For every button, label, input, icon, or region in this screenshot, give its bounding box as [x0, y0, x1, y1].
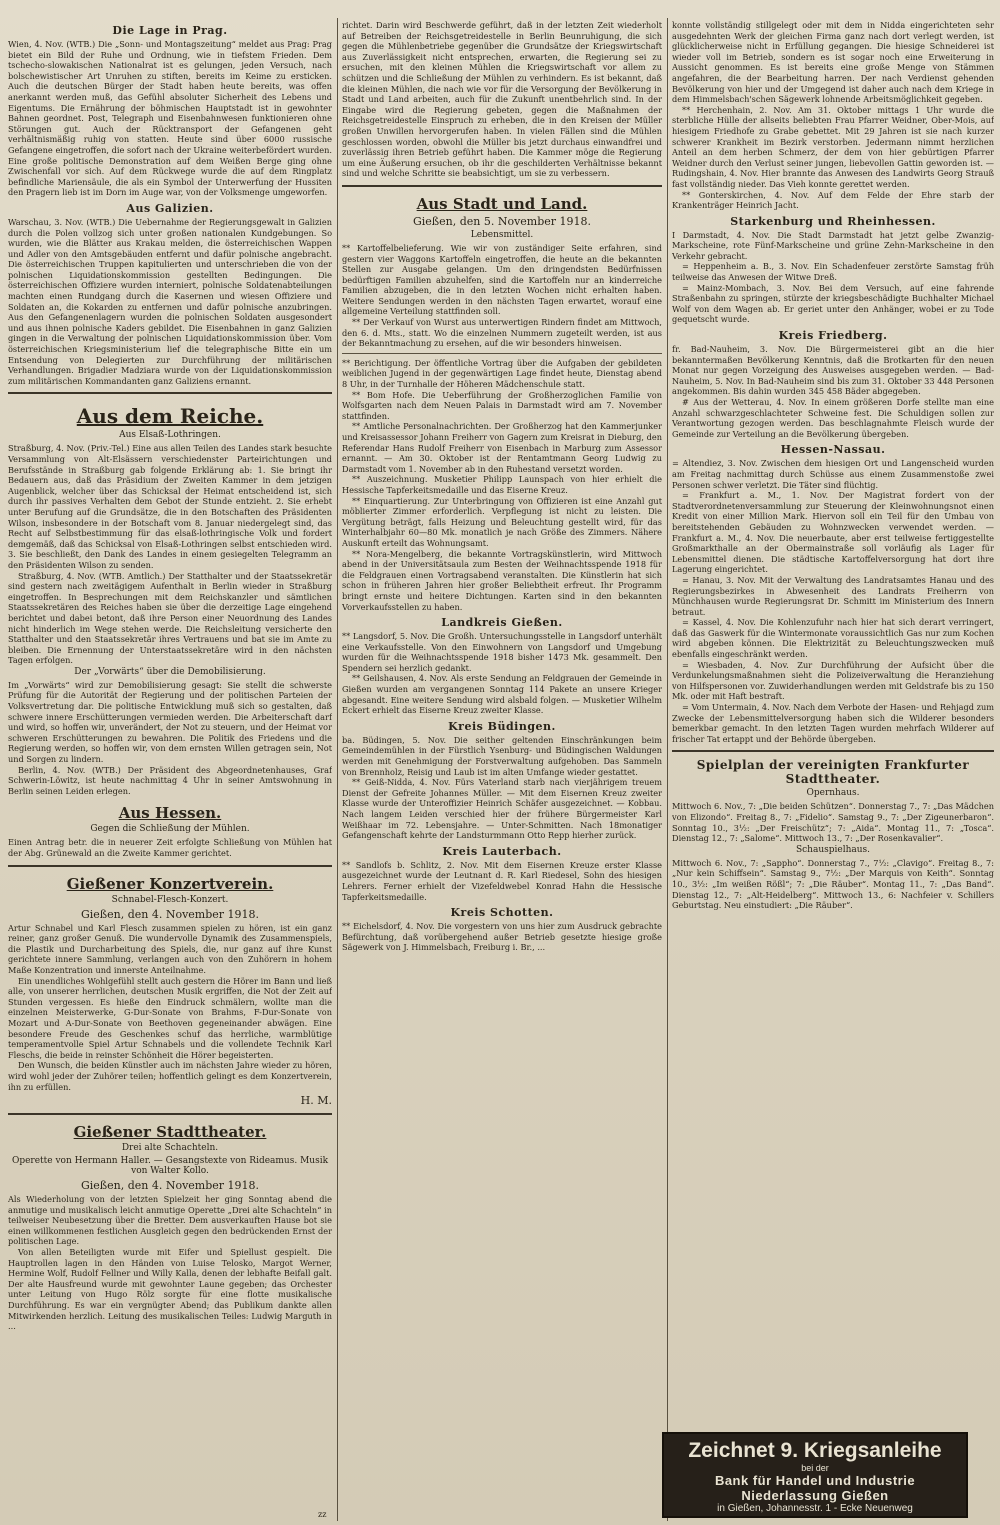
article-heppenheim: = Heppenheim a. B., 3. Nov. Ein Schadenfeuer zerstörte Samstag früh teilweise das Anwesen der Witwe Dreß. — [672, 261, 994, 283]
ad-address: in Gießen, Johannesstr. 1 - Ecke Neuenweg — [717, 1503, 913, 1514]
subheading-theater: Drei alte Schachteln. — [121, 1143, 219, 1154]
article-konzert-3: Den Wunsch, die beiden Künstler auch im nächsten Jahre wieder zu hören, wird wohl jeder der Zuhörer teilen; hoffentlich gelingt es dem Konzertverein, ihn zu erfüllen. — [8, 1060, 332, 1092]
ad-headline: Zeichnet 9. Kriegsanleihe — [688, 1439, 942, 1462]
article-galizien: Warschau, 3. Nov. (WTB.) Die Uebernahme der Regierungsgewalt in Galizien durch die Polen vollzog sich unter großen nationalen Kundgebungen. So wurden, wie die Blätter aus Krakau melden, die österreichischen Wappen und Adler von den Amtsgebäuden entfernt und dafür polnische angebracht. Die österreichischen Truppen kapitulierten und unterschrieben die von der polnischen Liquidationskommission gestellten Bedingungen. Die österreichischen Offiziere wurden interniert, polnische Soldatenabteilungen machten einen Rundgang durch die Kasernen und wiesen Offiziere und Soldaten an, die Kokarden zu entfernen und dafür polnische anzubringen. Aus den Gefangenenlagern wurden die polnischen Soldaten ausgesondert und aus ihnen polnische Kaders gebildet. Die Eisenbahnen in ganz Galizien gingen in die Verwaltung der polnischen Liquidationskommission über. Vom österreichischen Kriegsministerium lief die telegraphische Bitte ein um Entsendung von Delegierten zur Durchführung der militärischen Verhandlungen. Brigadier Madziara wurde von der Liquidationskommission zum militärischen Kommandanten ganz Galiziens ernannt. — [8, 216, 332, 386]
separator — [8, 865, 332, 867]
article-herchenhain: ** Herchenhain, 2. Nov. Am 31. Oktober mittags 1 Uhr wurde die sterbliche Hülle der allseits beliebten Frau Pfarrer Weidner, Ober-Mois, auf hiesigem Friedhofe zu Grabe gebettet. Mit 29 Jahren ist sie nach kurzer schwerer Krankheit im Bezirk verstorben. Jedermann nimmt herzlichen Anteil an dem herben Schmerz, der dem von hier gebürtigen Pfarrer Weidner durch den Verlust seiner jungen, liebevollen Gattin geworden ist. — Rudingshain, 4. Nov. Hier brannte das Anwesen des Landwirts Georg Strauß fast vollständig nieder. Das Vieh konnte gerettet werden. — [672, 104, 994, 189]
ad-branch: Niederlassung Gießen — [741, 1488, 889, 1503]
article-konzert-2: Ein unendliches Wohlgefühl stellt auch gestern die Hörer im Bann und ließ alle, von unserer herrlichen, deutschen Musik ergriffen, die Not der Zeit auf Stunden vergessen. Es hieße den Eindruck schmälern, wollte man die einzelnen Meisterwerke, G-Dur-Sonate von Brahms, F-Dur-Sonate von Mozart und A-Dur-Sonate von Beethoven gegeneinander abwägen. Eine besondere Freude des Geschenkes schuf das herrliche, warmblütige temperamentvolle Spiel Artur Schnabels und die vollendete Technik Karl Fleschs, die beide in reinster Schönheit die Hörer begeisterten. — [8, 975, 332, 1060]
article-hanau: = Hanau, 3. Nov. Mit der Verwaltung des Landratsamtes Hanau und des Regierungsbezirkes in Abwesenheit des Landrats Freiherrn von Münchhausen wurde Regierungsrat Dr. Schmitt im Ministerium des Innern betraut. — [672, 574, 994, 617]
article-elsass-1: Straßburg, 4. Nov. (Priv.-Tel.) Eine aus allen Teilen des Landes stark besuchte Versammlung von Alt-Elsässern verschiedenster Parteirichtungen und Berufsstände in Straßburg gab folgende Erklärung ab: 1. Sie bringt ihr Bedauern aus, daß das Präsidium der Zweiten Kammer in dem jetzigen Augenblick, welcher über das Schicksal der Heimat entscheidend ist, sich durch ihr passives Verhalten dem Gebot der Stunde entzieht. 2. Sie erhebt unter Berufung auf die Grundsätze, die in den Botschaften des Präsidenten Wilson, insbesondere in der Botschaft vom 8. Januar niedergelegt sind, das Recht auf Selbstbestimmung für das elsaß-lothringische Volk und fordert demgemäß, daß das Schicksal von Elsaß-Lothringen selbst entschieden wird. 3. Sie beschließt, den Dank des Landes in einem gesiegelten Telegramm an den Präsidenten Wilson zu senden. — [8, 443, 332, 570]
signature-konzert: H. M. — [300, 1094, 332, 1108]
article-vorwaerts: Im „Vorwärts“ wird zur Demobilisierung gesagt: Sie stellt die schwerste Prüfung für die Autorität der Regierung und der politischen Parteien der Volksvertretung dar. Die politische Entwicklung muß sich so gestalten, daß schwere innere Erschütterungen vermieden werden. Die Arbeiterschaft darf und wird, so hoffen wir, unverändert, der Not zu steuern, und der Heimat vor schweren Erschütterungen zu bewahren. Die Politik des Friedens und die Regierung werden, so hoffen wir, von dem ernsten Willen getragen sein, Not und Sorgen zu lindern. — [8, 679, 332, 765]
subheading-schauspielhaus: Schauspielhaus. — [795, 844, 871, 855]
article-berlin: Berlin, 4. Nov. (WTB.) Der Präsident des Abgeordnetenhauses, Graf Schwerin-Löwitz, ist heute nachmittag 4 Uhr in seiner Amtswohnung in Berlin seinen Leiden erlegen. — [8, 764, 332, 796]
dateline-konzert: Gießen, den 4. November 1918. — [80, 907, 260, 921]
article-frankfurt: = Frankfurt a. M., 1. Nov. Der Magistrat fordert von der Stadtverordnetenversammlung zur Steuerung der Kleinwohnungsnot einen Kredit von einer Million Mark. Hiervon soll ein Teil für den Umbau von bereitstehenden Gebäuden zu Wohnzwecken verwendet werden. — Frankfurt a. M., 4. Nov. Die neuerbaute, aber erst teilweise fertiggestellte Großmarkthalle an der Obermainstraße soll vorläufig als Lager für Lebensmittel dienen. Die städtische Kartoffelversorgung hat dort ihre Lagerung eingerichtet. — [672, 490, 994, 575]
subheading-theater-credits: Operette von Hermann Haller. — Gesangstexte von Rideamus. Musik von Walter Kollo. — [11, 1156, 329, 1177]
subheading-konzert: Schnabel-Flesch-Konzert. — [111, 894, 229, 905]
section-heading-buedingen: Kreis Büdingen. — [448, 719, 556, 733]
article-berichtigung: ** Berichtigung. Der öffentliche Vortrag über die Aufgaben der gebildeten weiblichen Jugend in der gegenwärtigen Lage findet heute, Dienstag abend 8 Uhr, in der Turnhalle der Höheren Mädchenschule statt. — [342, 357, 662, 390]
article-wurst: ** Der Verkauf von Wurst aus unterwertigen Rindern findet am Mittwoch, den 6. d. Mts., statt. Wo die einzelnen Nummern zugeteilt werden, ist aus der Bekanntmachung zu ersehen, auf die wir besonders hinweisen. — [342, 317, 662, 349]
section-heading-landkreis-giessen: Landkreis Gießen. — [441, 616, 563, 630]
article-wiesbaden: = Wiesbaden, 4. Nov. Zur Durchführung der Aufsicht über die Verdunkelungsmaßnahmen sieht die Polizeiverwaltung die Heranziehung von Hilfspersonen vor. Zuwiderhandlungen werden mit Geldstrafe bis zu 150 Mk. oder mit Haft bestraft. — [672, 659, 994, 702]
article-lage-prag: Wien, 4. Nov. (WTB.) Die „Sonn- und Montagszeitung“ meldet aus Prag: Prag bietet ein Bild der Ruhe und Ordnung, wie in tiefstem Frieden. Dem tschecho-slowakischen Nationalrat ist es gelungen, jeden Versuch, nach bolschewistischer Art Unruhen zu stiften, bereits im Keime zu ersticken. Auch die deutschen Bürger der Stadt haben heute bereits, was offen anerkannt werden muß, das Gefühl absoluter Sicherheit des Lebens und Eigentums. Die Ernährung der böhmischen Hauptstadt ist in gewohnter Bahnen geordnet. Post, Telegraph und Eisenbahnwesen funktionieren ohne Störungen gut. Auch der Rücktransport der Gefangenen geht verhältnismäßig ruhig von statten. Heute sind über 6000 russische Gefangene eingetroffen, die sofort nach der Ukraine weiterbefördert wurden. Eine große politische Demonstration auf dem Weißen Berge ging ohne Zwischenfall vor sich. Auf dem Rückwege wurde die auf dem Ringplatz befindliche Mariensäule, die als ein Symbol der Unterwerfung der Hussiten den Pragern lieb ist im Dorn im Auge war, von der Volksmenge umgeworfen. — [8, 39, 332, 198]
war-bond-advertisement — [662, 1432, 968, 1518]
column-2 — [342, 20, 662, 1519]
subheading-lebensmittel: Lebensmittel. — [470, 229, 534, 240]
subheading-hessen: Gegen die Schließung der Mühlen. — [90, 824, 250, 835]
section-heading-hessen-nassau: Hessen-Nassau. — [780, 443, 886, 457]
subheading-opernhaus: Opernhaus. — [806, 788, 860, 799]
section-heading-lage-prag: Die Lage in Prag. — [112, 24, 228, 37]
article-theater-1: Als Wiederholung von der letzten Spielzeit her ging Sonntag abend die anmutige und musikalisch leicht anmutige Operette „Drei alte Schachteln“ in teilweiser Neubesetzung über die Bretter. Dem ausverkauften Hause bot sie einen willkommenen festlichen Ausgleich gegen den bedrückenden Ernst der politischen Lage. — [8, 1194, 332, 1247]
ad-connector: bei der — [801, 1463, 829, 1473]
article-auszeichnung: ** Auszeichnung. Musketier Philipp Launspach von hier erhielt die Hessische Tapferkeitsmedaille und das Eiserne Kreuz. — [342, 474, 662, 495]
ad-bank-name: Bank für Handel und Industrie — [714, 1473, 916, 1488]
article-buedingen: ba. Büdingen, 5. Nov. Die seither geltenden Einschränkungen beim Gemeindemühlen in der Fürstlich Ysenburg- und Büdingischen Waldungen werden mit Genehmigung der Forstverwaltung aufgehoben. Das Sammeln von Brennholz, Reisig und Laub ist im alten Umfange wieder gestattet. — [342, 734, 662, 777]
article-gonterskirchen: ** Gonterskirchen, 4. Nov. Auf dem Felde der Ehre starb der Krankenträger Heinrich Jacht. — [672, 189, 994, 211]
section-heading-hessen: Aus Hessen. — [118, 804, 222, 823]
separator — [342, 185, 662, 187]
dateline-stadt: Gießen, den 5. November 1918. — [412, 214, 592, 228]
article-wetterau: # Aus der Wetterau, 4. Nov. In einem größeren Dorfe stellte man eine Anzahl schwarzgeschlachteter Schweine fest. Die Schuldigen sollen zur Verantwortung gezogen werden. Das beschlagnahmte Fleisch wurde der Gemeinde zur Verteilung an die Bevölkerung übergeben. — [672, 397, 994, 439]
article-elsass-2: Straßburg, 4. Nov. (WTB. Amtlich.) Der Statthalter und der Staatssekretär sind gestern nach zweitägigem Aufenthalt in Berlin wieder in Straßburg eingetroffen. In Besprechungen mit dem Reichskanzler und sämtlichen Staatssekretären des Reiches haben sie über die derzeitige Lage eingehend berichtet und dabei betont, daß ihre Person einer Neuordnung des Landes nicht hinderlich im Wege stehen werde. Die Reichsleitung versicherte den Statthalter und den Staatssekretär ihres Vertrauens und bat sie im Amte zu bleiben. Die Ernennung der Unterstaatssekretäre wird in den nächsten Tagen erfolgen. — [8, 570, 332, 666]
section-heading-friedberg: Kreis Friedberg. — [778, 329, 888, 343]
column-rule-1 — [337, 18, 338, 1521]
article-einquartierung: ** Einquartierung. Zur Unterbringung von Offizieren ist eine Anzahl gut möblierter Zimmer erforderlich. Verpflegung ist nicht zu leisten. Die Vergütung beträgt, falls Heizung und Beleuchtung gestellt wird, für das Winterhalbjahr 60—80 Mk. monatlich je nach Größe des Zimmers. Nähere Auskunft erteilt das Wohnungsamt. — [342, 495, 662, 548]
article-schauspielhaus: Mittwoch 6. Nov., 7: „Sappho“. Donnerstag 7., 7½: „Clavigo“. Freitag 8., 7: „Nur kein Schiffsein“. Samstag 9., 7½: „Der Marquis von Keith“. Sonntag 10., 3½: „Im weißen Rößl“; 7: „Die Räuber“. Montag 11., 7: „Das Band“. Dienstag 12., 7: „Alt-Heidelberg“. Mittwoch 13., 6: Nachfeier v. Schillers Geburtstag. Neu einstudiert: „Die Räuber“. — [672, 857, 994, 911]
article-bad-nauheim: fr. Bad-Nauheim, 3. Nov. Die Bürgermeisterei gibt an die hier bekanntermaßen Bevölkerung Kenntnis, daß die Brotkarten für den neuen Monat nur gegen Vorzeigung des Ausweises ausgegeben werden. — Bad-Nauheim, 5. Nov. In Bad-Nauheim sind bis zum 31. Oktober 33 448 Personen angekommen. Bis dahin wurden 345 458 Bäder abgegeben. — [672, 344, 994, 397]
section-heading-stadttheater: Gießener Stadttheater. — [73, 1123, 267, 1142]
article-geiss-nidda: ** Geiß-Nidda, 4. Nov. Fürs Vaterland starb nach vierjährigem treuem Dienst der Gefreite Johannes Müller. — Mit dem Eisernen Kreuz zweiter Klasse wurde der Unteroffizier Heinrich Schäfer ausgezeichnet. — Kobbau. Nach langem Leiden verschied hier der frühere Bürgermeister Karl Weißhaar im 72. Lebensjahre. — Unter-Schmitten. Nach 18monatiger Gefangenschaft kehrte der Landsturmmann Otto Repp hierher zurück. — [342, 777, 662, 841]
separator — [342, 353, 662, 354]
section-heading-lauterbach: Kreis Lauterbach. — [442, 844, 562, 858]
separator — [8, 392, 332, 394]
section-heading-spielplan: Spielplan der vereinigten Frankfurter Stadttheater. — [696, 758, 970, 787]
section-heading-schotten: Kreis Schotten. — [450, 906, 554, 920]
page-marker: zz — [318, 1510, 327, 1519]
column-rule-2 — [667, 18, 668, 1521]
article-muehlen-cont: richtet. Darin wird Beschwerde geführt, daß in der letzten Zeit wiederholt auf Betreiben der Reichsgetreidestelle in Berlin Beunruhigung, die sich gegen die Mühlenbetriebe gegenüber die Grundsätze der Kriegswirtschaft aus Zuverlässigkeit nicht entsprechen, erwarten, die Regierung sei zu ersuchen, mit den kleinen Mühlen die Kriegswirtschaft vor allem zu schützen und die Schließung der Mühlen zu verhindern. Es ist bekannt, daß die kleinen Mühlen, die nach wie vor für die Versorgung der Bevölkerung in Stadt und Land arbeiten, auch für die Zukunft unentbehrlich sind. In der Eingabe wird die Regierung gebeten, gegen die Maßnahmen der Reichsgetreidestelle Einspruch zu erheben, die in den Kreisen der Müller großen Unwillen hervorgerufen haben. In vielen Fällen sind die Mühlen geschlossen worden, obwohl die Müller bis jetzt durchaus einwandfrei und zuverlässig ihren Betrieb geführt haben. Die Kammer möge die Regierung um eine Äußerung ersuchen, ob ihr die geschilderten Verhältnisse bekannt sind und welche Schritte sie beabsichtigt, um sie zu verbessern. — [342, 20, 662, 179]
article-kartoffel: ** Kartoffelbelieferung. Wie wir von zuständiger Seite erfahren, sind gestern vier Waggons Kartoffeln eingetroffen, die heute an die bekannten Stellen zur Ausgabe gelangen. Um den dringendsten Bedürfnissen bedürftigen Familien abzuhelfen, sind die Kartoffeln nur an kinderreiche Familien abzugeben, die in den letzten Wochen nicht erhalten haben. Weitere Sendungen werden in den nächsten Tagen erwartet, worauf eine allgemeine Verteilung stattfinden soll. — [342, 242, 662, 317]
subheading-elsass: Aus Elsaß-Lothringen. — [119, 430, 221, 441]
article-konzert-1: Artur Schnabel und Karl Flesch zusammen spielen zu hören, ist ein ganz reiner, ganz großer Genuß. Die wundervolle Dynamik des Zusammenspiels, die Plastik und Durcharbeitung des Spiels, die, nur ganz auf ihre Kunst gerichtete innere Sammlung, verlangen auch von den Zuhörern in hohem Maße Konzentration und innerste Anteilnahme. — [8, 922, 332, 975]
section-heading-galizien: Aus Galizien. — [126, 201, 214, 215]
dateline-theater: Gießen, den 4. November 1918. — [80, 1179, 260, 1193]
article-hessen: Einen Antrag betr. die in neuerer Zeit erfolgte Schließung von Mühlen hat der Abg. Grünewald an die Zweite Kammer gerichtet. — [8, 837, 332, 858]
article-bom-hofe: ** Bom Hofe. Die Ueberführung der Großherzoglichen Familie von Wolfsgarten nach dem Neuen Palais in Darmstadt wird am 7. November stattfinden. — [342, 389, 662, 421]
article-mainz: = Mainz-Mombach, 3. Nov. Bei dem Versuch, auf eine fahrende Straßenbahn zu springen, stürzte der kriegsbeschädigte Buchhalter Michael Wolf von dem Wagen ab. Er geriet unter den Anhänger, wobei er zu Tode gequetscht wurde. — [672, 282, 994, 325]
separator — [672, 750, 994, 752]
section-heading-stadt-land: Aus Stadt und Land. — [416, 194, 588, 213]
separator — [8, 1113, 332, 1115]
article-theater-2: Von allen Beteiligten wurde mit Eifer und Spiellust gespielt. Die Hauptrollen lagen in den Händen von Luise Telosko, Margot Werner, Hermine Wolf, Rudolf Fellner und Willy Kalla, denen der lebhafte Beifall galt. Der alte Hausfreund wurde mit gewohnter Laune gegeben; das Orchester unter Leitung von Hugo Rölz sorgte für eine flotte musikalische Durchführung. Es war ein vergnügter Abend; das Publikum dankte allen Mitwirkenden herzlich. Leitung des musikalischen Teiles: Ludwig Marguth in ... — [8, 1247, 332, 1332]
article-sandlofs: ** Sandlofs b. Schlitz, 2. Nov. Mit dem Eisernen Kreuze erster Klasse ausgezeichnet wurde der Leutnant d. R. Karl Riedesel, Sohn des hiesigen Lehrers. Ferner erhielt der Vizefeldwebel Konrad Hahn die Hessische Tapferkeitsmedaille. — [342, 859, 662, 902]
article-darmstadt: I Darmstadt, 4. Nov. Die Stadt Darmstadt hat jetzt gelbe Zwanzig-Markscheine, rote Fünf-Markscheine und grüne Zehn-Markscheine in den Verkehr gebracht. — [672, 229, 994, 261]
section-heading-starkenburg: Starkenburg und Rheinhessen. — [730, 214, 936, 228]
column-1 — [8, 20, 332, 1519]
article-opernhaus: Mittwoch 6. Nov., 7: „Die beiden Schützen“. Donnerstag 7., 7: „Das Mädchen von Elizondo“. Freitag 8., 7: „Fidelio“. Samstag 9., 7: „Der Zigeunerbaron“. Sonntag 10., 3½: „Der Freischütz“; 7: „Aida“. Montag 11., 7: „Tosca“. Dienstag 12., 7: „Salome“. Mittwoch 13., 7: „Der Rosenkavalier“. — [672, 801, 994, 844]
article-geilshausen: ** Geilshausen, 4. Nov. Als erste Sendung an Feldgrauen der Gemeinde in Gießen wurden am vergangenen Sonntag 114 Pakete an unsere Krieger abgesandt. Eine weitere Sendung wird alsbald folgen. — Musketier Wilhelm Eckert erhielt das Eiserne Kreuz zweiter Klasse. — [342, 673, 662, 716]
article-eichelsdorf: ** Eichelsdorf, 4. Nov. Die vorgestern von uns hier zum Ausdruck gebrachte Befürchtung, daß vorübergehend außer Betrieb gesetzte hiesige große Sägewerk von J. Himmelsbach, Freiburg i. Br., ... — [342, 921, 662, 953]
article-saegewerk-cont: konnte vollständig stillgelegt oder mit dem in Nidda eingerichteten sehr ausgedehnten Werk der gleichen Firma ganz nach dort verlegt werden, ist glücklicherweise nicht in Erfüllung gegangen. Die hiesige Schneiderei ist wieder voll im Betrieb, sondern es ist sogar noch eine Erweiterung in Aussicht genommen. Es ist bereits eine große Menge von Stämmen angefahren, die der Bearbeitung harren. Der nach Verdienst gehenden Bevölkerung von hier und der Umgegend ist daher auch nach dem Kriege in dem Himmelsbach'schen Sägewerk lohnende Arbeitsmöglichkeit gegeben. — [672, 20, 994, 105]
subheading-vorwaerts: Der „Vorwärts“ über die Demobilisierung. — [74, 666, 266, 677]
section-heading-reiche: Aus dem Reiche. — [76, 404, 264, 429]
article-altendiez: = Altendiez, 3. Nov. Zwischen dem hiesigen Ort und Langenscheid wurden am Freitag nachmittag durch Schüsse aus einem Zusammenstoße zwei Personen schwer verletzt. Die Täter sind flüchtig. — [672, 458, 994, 490]
article-vortrag: ** Nora-Mengelberg, die bekannte Vortragskünstlerin, wird Mittwoch abend in der Universitätsaula zum Besten der Weihnachtsspende 1918 für die Feldgrauen einen Vortragsabend veranstalten. Die Künstlerin hat sich schon in früheren Jahren hier großer Beliebtheit erfreut. Ihr Programm bringt ernste und heitere Dichtungen. Karten sind in den bekannten Vorverkaufsstellen zu haben. — [342, 548, 662, 612]
section-heading-konzertverein: Gießener Konzertverein. — [66, 874, 274, 893]
article-langsdorf: ** Langsdorf, 5. Nov. Die Großh. Untersuchungsstelle in Langsdorf unterhält eine Verkaufsstelle. Von den Einwohnern von Langsdorf und Umgebung wurden für die Weihnachtsspende 1918 bisher 1473 Mk. gesammelt. Den Spendern sei herzlich gedankt. — [342, 631, 662, 673]
article-personal: ** Amtliche Personalnachrichten. Der Großherzog hat den Kammerjunker und Kreisassessor Johann Freiherr von Gagern zum Kreisrat in Dieburg, den Referendar Hans Rudolf Freiherr von Eisenbach in Marburg zum Assessor ernannt. — Am 30. Oktober ist der Rentamtmann Georg Ludwig zu Darmstadt vom 1. November ab in den Ruhestand versetzt worden. — [342, 421, 662, 474]
column-3 — [672, 20, 994, 1425]
article-untermain: = Vom Untermain, 4. Nov. Nach dem Verbote der Hasen- und Rehjagd zum Zwecke der Lebensmittelversorgung haben sich die Wilderer besonders bemerkbar gemacht. In den letzten Tagen wurden mehrfach Wilderer auf frischer Tat ertappt und der Behörde übergeben. — [672, 702, 994, 744]
article-kassel: = Kassel, 4. Nov. Die Kohlenzufuhr nach hier hat sich derart verringert, daß das Gaswerk für die Wintermonate voraussichtlich Gas nur zum Kochen wird abgeben können. Die Elektrizität zu Beleuchtungszwecken muß ebenfalls eingeschränkt werden. — [672, 617, 994, 660]
